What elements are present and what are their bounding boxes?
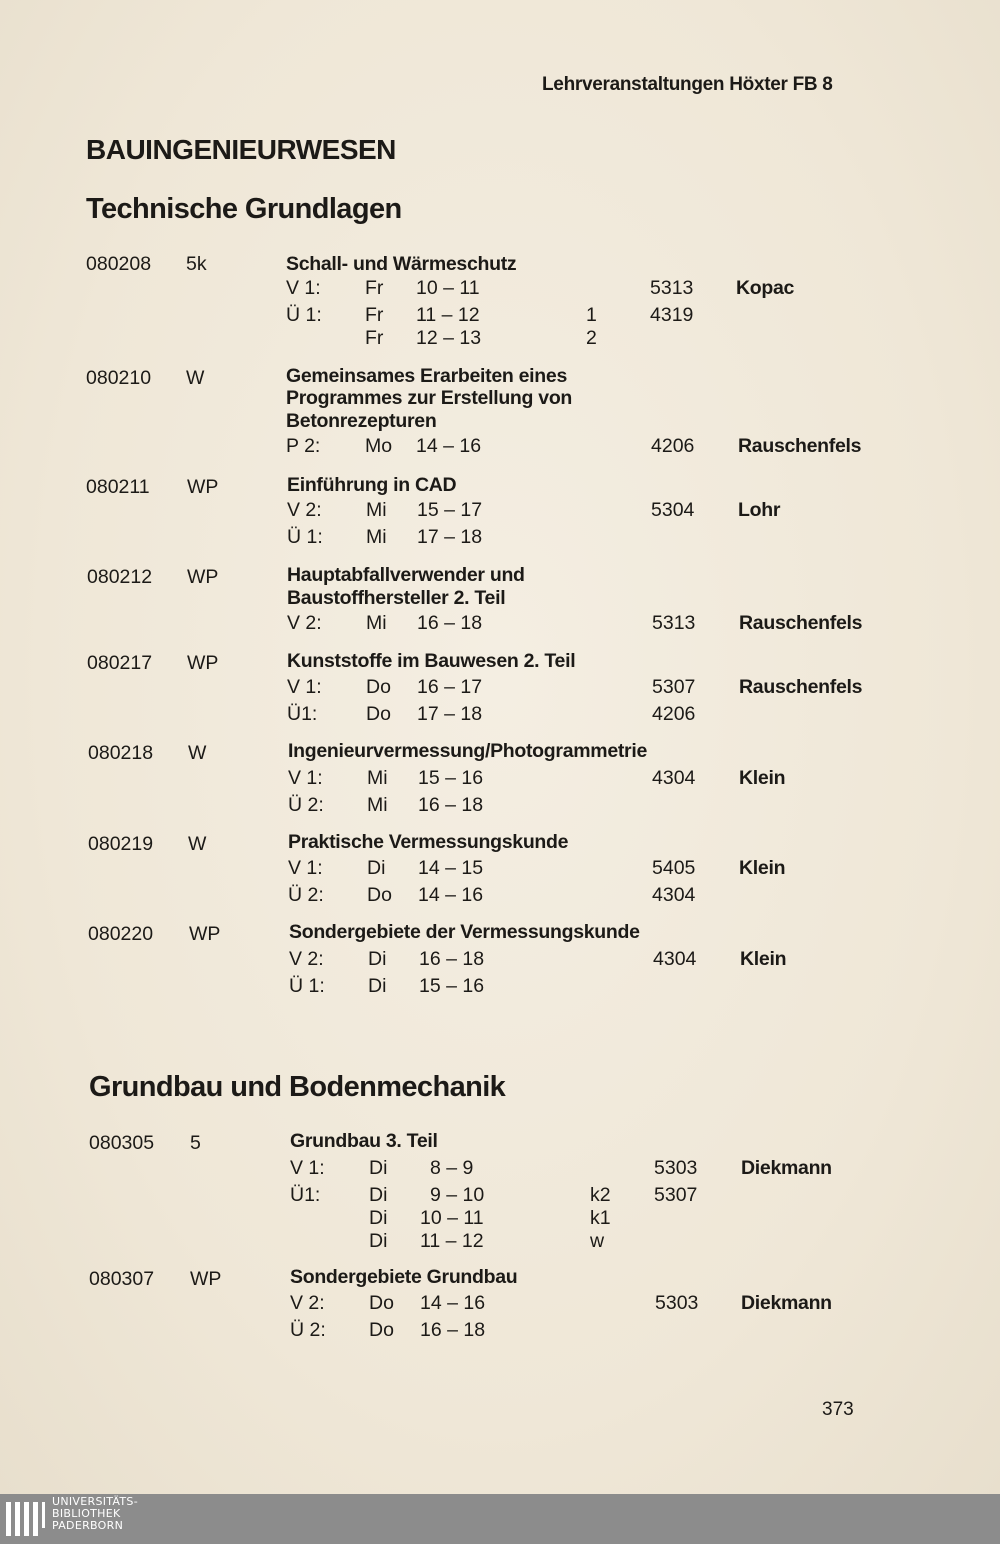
logo-line: UNIVERSITÄTS- [52,1495,138,1508]
session-room: 5304 [651,499,695,521]
session-day: Mi [367,767,388,789]
session-kind: V 1: [290,1157,325,1179]
session-room: 4206 [652,703,696,725]
session-lecturer: Diekmann [741,1292,832,1314]
session-room: 5307 [652,676,696,698]
session-group: 1 [586,304,597,326]
session-day: Di [368,975,387,997]
course-title: Programmes zur Erstellung von [286,387,573,409]
session-kind: V 2: [290,1292,325,1314]
session-day: Di [369,1184,388,1206]
session-kind: V 2: [287,612,322,634]
session-group: 2 [586,327,597,349]
session-room: 4319 [650,304,694,326]
course-number: 080307 [89,1268,155,1290]
session-room: 5303 [655,1292,699,1314]
session-time: 14 – 16 [416,435,482,457]
department-heading: BAUINGENIEURWESEN [86,134,396,165]
session-kind: Ü1: [290,1184,321,1206]
session-time: 10 – 11 [416,277,480,299]
session-kind: Ü 2: [288,794,324,816]
session-room: 4304 [653,948,697,970]
course-title: Sondergebiete der Vermessungskunde [289,921,640,943]
session-kind: V 1: [286,277,321,299]
running-header: Lehrveranstaltungen Höxter FB 8 [542,74,833,95]
section-heading: Technische Grundlagen [86,193,402,225]
course-type: WP [187,566,219,588]
course-number: 080212 [87,566,153,588]
logo-line: PADERBORN [52,1519,124,1532]
session-room: 4304 [652,884,696,906]
session-lecturer: Lohr [738,499,781,521]
session-day: Mi [366,526,387,548]
course-type: W [188,742,207,764]
session-time: 14 – 15 [418,857,484,879]
course-type: WP [187,652,219,674]
session-day: Di [369,1157,388,1179]
session-time: 15 – 16 [418,767,484,789]
session-room: 4304 [652,767,696,789]
session-room: 5303 [654,1157,698,1179]
session-time: 16 – 18 [419,948,485,970]
course-title: Hauptabfallverwender und [287,564,525,586]
session-room: 5307 [654,1184,698,1206]
session-time: 16 – 17 [417,676,483,698]
session-room: 4206 [651,435,695,457]
course-type: WP [190,1268,222,1290]
session-lecturer: Kopac [736,277,795,299]
session-kind: V 1: [288,767,323,789]
course-title: Baustoffhersteller 2. Teil [287,587,506,609]
session-kind: P 2: [286,435,321,457]
session-lecturer: Klein [740,948,787,970]
session-day: Do [369,1292,394,1314]
course-type: 5k [186,253,207,275]
session-time: 9 – 10 [430,1184,485,1206]
session-day: Mi [366,612,387,634]
session-day: Di [369,1230,388,1252]
session-room: 5405 [652,857,696,879]
course-number: 080220 [88,923,154,945]
session-lecturer: Klein [739,857,786,879]
session-kind: Ü 2: [290,1319,326,1341]
session-day: Fr [365,277,384,299]
session-lecturer: Rauschenfels [738,435,862,457]
session-group: w [590,1230,605,1252]
session-lecturer: Klein [739,767,786,789]
course-number: 080305 [89,1132,155,1154]
library-logo-icon [6,1502,46,1536]
session-day: Do [367,884,392,906]
course-type: WP [187,476,219,498]
section-heading: Grundbau und Bodenmechanik [89,1071,506,1103]
session-lecturer: Rauschenfels [739,612,863,634]
course-title: Schall- und Wärmeschutz [286,253,517,275]
course-title: Ingenieurvermessung/Photogrammetrie [288,740,648,762]
session-lecturer: Diekmann [741,1157,832,1179]
session-day: Do [369,1319,394,1341]
library-logo-text [52,1496,138,1532]
course-type: WP [189,923,221,945]
library-footer [0,1494,1000,1544]
session-time: 15 – 17 [417,499,483,521]
session-time: 8 – 9 [430,1157,474,1179]
course-title: Kunststoffe im Bauwesen 2. Teil [287,650,576,672]
session-kind: V 1: [287,676,322,698]
session-group: k2 [590,1184,611,1206]
session-day: Mi [367,794,388,816]
course-number: 080211 [86,476,150,498]
course-title: Betonrezepturen [286,410,437,432]
course-title: Gemeinsames Erarbeiten eines [286,365,567,387]
session-kind: Ü 1: [289,975,325,997]
session-kind: V 2: [289,948,324,970]
page-number: 373 [822,1399,854,1420]
session-time: 16 – 18 [417,612,483,634]
course-type: 5 [190,1132,201,1154]
session-time: 11 – 12 [416,304,480,326]
logo-line: BIBLIOTHEK [52,1507,121,1520]
session-day: Fr [365,327,384,349]
course-number: 080208 [86,253,152,275]
session-kind: Ü 1: [286,304,322,326]
session-room: 5313 [652,612,696,634]
session-day: Di [367,857,386,879]
course-title: Praktische Vermessungskunde [288,831,569,853]
session-time: 15 – 16 [419,975,485,997]
session-kind: V 2: [287,499,322,521]
course-title: Sondergebiete Grundbau [290,1266,518,1288]
session-day: Do [366,703,391,725]
session-day: Mi [366,499,387,521]
session-day: Di [368,948,387,970]
session-group: k1 [590,1207,611,1229]
course-number: 080218 [88,742,154,764]
session-lecturer: Rauschenfels [739,676,863,698]
session-kind: Ü1: [287,703,318,725]
session-time: 12 – 13 [416,327,482,349]
session-kind: Ü 1: [287,526,323,548]
course-number: 080210 [86,367,152,389]
session-day: Di [369,1207,388,1229]
session-day: Do [366,676,391,698]
course-type: W [186,367,205,389]
session-time: 11 – 12 [420,1230,484,1252]
session-kind: Ü 2: [288,884,324,906]
session-time: 16 – 18 [420,1319,486,1341]
session-time: 14 – 16 [420,1292,486,1314]
session-time: 14 – 16 [418,884,484,906]
course-title: Einführung in CAD [287,474,457,496]
course-number: 080217 [87,652,153,674]
session-room: 5313 [650,277,694,299]
session-day: Fr [365,304,384,326]
session-time: 17 – 18 [417,703,483,725]
session-day: Mo [365,435,393,457]
course-type: W [188,833,207,855]
course-title: Grundbau 3. Teil [290,1130,438,1152]
session-time: 10 – 11 [420,1207,484,1229]
session-time: 16 – 18 [418,794,484,816]
session-kind: V 1: [288,857,323,879]
course-number: 080219 [88,833,154,855]
session-time: 17 – 18 [417,526,483,548]
